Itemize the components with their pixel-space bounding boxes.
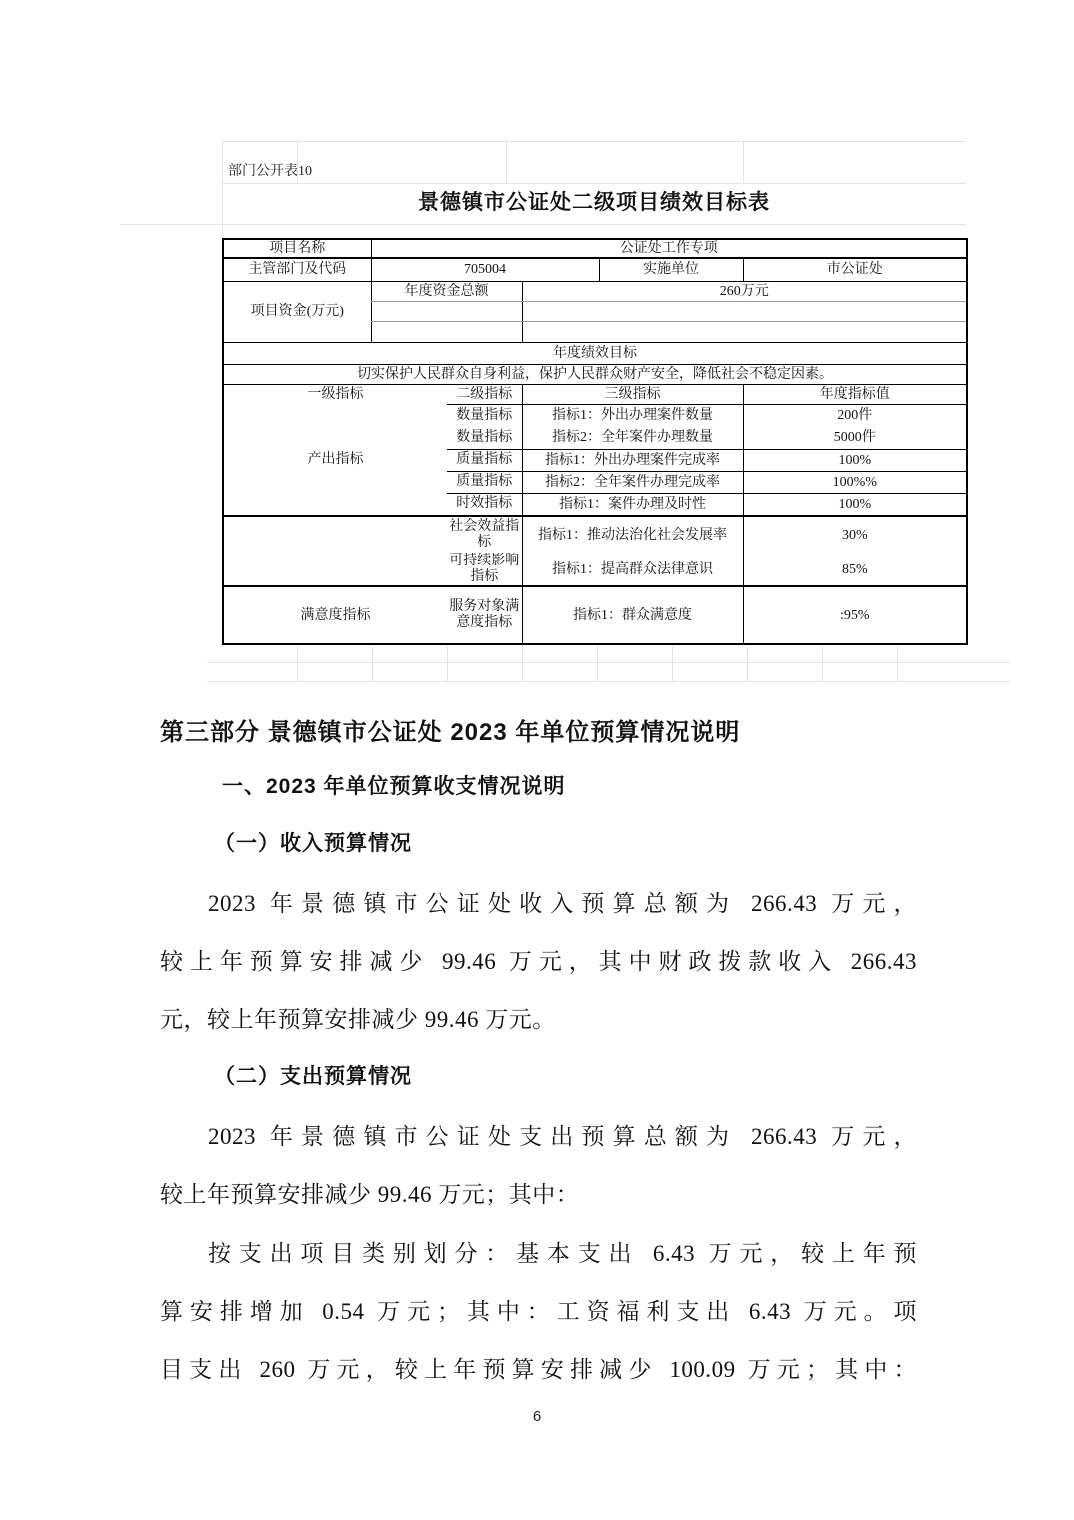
faint-gridline bbox=[597, 643, 598, 682]
level3-cell: 指标1：提高群众法律意识 bbox=[522, 553, 743, 586]
paragraph-line: 较上年预算安排减少 99.46 万元；其中： bbox=[160, 1182, 580, 1207]
paragraph-line: 2023 年景德镇市公证处支出预算总额为 266.43 万元， bbox=[208, 1124, 917, 1149]
level2-cell: 社会效益指标 bbox=[449, 519, 520, 550]
sub-heading-income: （一）收入预算情况 bbox=[214, 832, 412, 855]
paragraph-line: 2023 年景德镇市公证处收入预算总额为 266.43 万元， bbox=[208, 891, 917, 916]
level2-cell: 数量指标 bbox=[447, 427, 522, 449]
faint-gridline bbox=[120, 224, 966, 225]
impl-unit-value: 市公证处 bbox=[743, 258, 967, 281]
paragraph-line: 元，较上年预算安排减少 99.46 万元。 bbox=[160, 1007, 556, 1032]
faint-gridline bbox=[822, 643, 823, 682]
table-header-row bbox=[223, 384, 967, 404]
faint-gridline bbox=[522, 643, 523, 682]
value-cell: 100% bbox=[743, 493, 967, 516]
level3-cell: 指标2：全年案件办理完成率 bbox=[522, 471, 743, 493]
header-level3: 三级指标 bbox=[522, 384, 743, 404]
page-number: 6 bbox=[532, 1408, 542, 1425]
level3-cell: 指标1：案件办理及时性 bbox=[522, 493, 743, 516]
faint-gridline bbox=[207, 681, 1010, 682]
project-name-label: 项目名称 bbox=[223, 239, 371, 258]
output-indicator-label: 产出指标 bbox=[223, 404, 447, 516]
paragraph-line: 目支出 260 万元，较上年预算安排减少 100.09 万元；其中： bbox=[160, 1357, 917, 1382]
table-row bbox=[223, 364, 967, 384]
faint-gridline bbox=[222, 141, 966, 142]
table-row bbox=[223, 281, 967, 301]
header-level1: 一级指标 bbox=[307, 386, 364, 402]
level2-cell: 数量指标 bbox=[456, 407, 513, 423]
table-row bbox=[223, 342, 967, 364]
faint-gridline bbox=[447, 643, 448, 682]
value-cell: :95% bbox=[743, 586, 967, 644]
faint-gridline bbox=[672, 643, 673, 682]
paragraph-line: 算安排增加 0.54 万元；其中：工资福利支出 6.43 万元。项 bbox=[160, 1299, 917, 1324]
faint-gridline bbox=[297, 643, 298, 682]
annual-goal-text: 切实保护人民群众自身利益，保护人民群众财产安全，降低社会不稳定因素。 bbox=[223, 364, 967, 384]
level2-cell: 质量指标 bbox=[447, 471, 522, 493]
sheet-label: 部门公开表10 bbox=[228, 164, 312, 179]
part3-heading: 第三部分 景德镇市公证处 2023 年单位预算情况说明 bbox=[160, 719, 741, 746]
value-cell: 100% bbox=[743, 449, 967, 471]
table-title: 景德镇市公证处二级项目绩效目标表 bbox=[418, 190, 770, 214]
level3-cell: 指标1：外出办理案件完成率 bbox=[522, 449, 743, 471]
value-cell: 5000件 bbox=[743, 427, 967, 449]
fund-label: 项目资金(万元) bbox=[250, 304, 344, 319]
faint-gridline bbox=[207, 662, 1010, 663]
level3-cell: 指标1：群众满意度 bbox=[522, 586, 743, 644]
table-row bbox=[223, 516, 967, 553]
empty-cell bbox=[522, 301, 967, 321]
annual-goal-label: 年度绩效目标 bbox=[223, 342, 967, 364]
table-row bbox=[223, 239, 967, 258]
project-name-value: 公证处工作专项 bbox=[371, 239, 967, 258]
faint-gridline bbox=[506, 141, 507, 183]
faint-gridline bbox=[222, 183, 966, 184]
empty-cell bbox=[223, 516, 447, 586]
level3-cell: 指标1：推动法治化社会发展率 bbox=[522, 516, 743, 553]
table-row bbox=[223, 586, 967, 644]
sub-heading-expense: （二）支出预算情况 bbox=[214, 1065, 412, 1088]
paragraph-line: 按支出项目类别划分：基本支出 6.43 万元，较上年预 bbox=[208, 1241, 917, 1266]
level2-cell: 服务对象满意度指标 bbox=[449, 599, 520, 630]
performance-target-table bbox=[222, 238, 968, 645]
paragraph-line: 较上年预算安排减少 99.46 万元，其中财政拨款收入 266.43 bbox=[160, 949, 917, 974]
value-cell: 85% bbox=[743, 553, 967, 586]
header-level2: 二级指标 bbox=[447, 384, 522, 404]
empty-cell bbox=[522, 321, 967, 342]
table-row bbox=[223, 404, 967, 427]
value-cell: 100%% bbox=[743, 471, 967, 493]
level3-cell: 指标2：全年案件办理数量 bbox=[522, 427, 743, 449]
dept-code: 705004 bbox=[371, 258, 599, 281]
empty-cell bbox=[371, 301, 522, 321]
header-value: 年度指标值 bbox=[743, 384, 967, 404]
dept-label: 主管部门及代码 bbox=[223, 258, 371, 281]
value-cell: 30% bbox=[743, 516, 967, 553]
level2-cell: 质量指标 bbox=[447, 449, 522, 471]
empty-cell bbox=[371, 321, 522, 342]
level2-cell: 可持续影响指标 bbox=[447, 553, 522, 586]
faint-gridline bbox=[743, 141, 744, 183]
sub-heading-income-expense: 一、2023 年单位预算收支情况说明 bbox=[222, 775, 566, 798]
faint-gridline bbox=[897, 643, 898, 682]
table-row bbox=[223, 258, 967, 281]
value-cell: 200件 bbox=[743, 404, 967, 427]
level2-cell: 时效指标 bbox=[447, 493, 522, 516]
faint-gridline bbox=[372, 643, 373, 682]
fund-total-value: 260万元 bbox=[522, 281, 967, 301]
fund-total-label: 年度资金总额 bbox=[371, 281, 522, 301]
faint-gridline bbox=[747, 643, 748, 682]
satisfaction-label: 满意度指标 bbox=[300, 607, 371, 623]
level3-cell: 指标1：外出办理案件数量 bbox=[522, 404, 743, 427]
impl-unit-label: 实施单位 bbox=[599, 258, 743, 281]
